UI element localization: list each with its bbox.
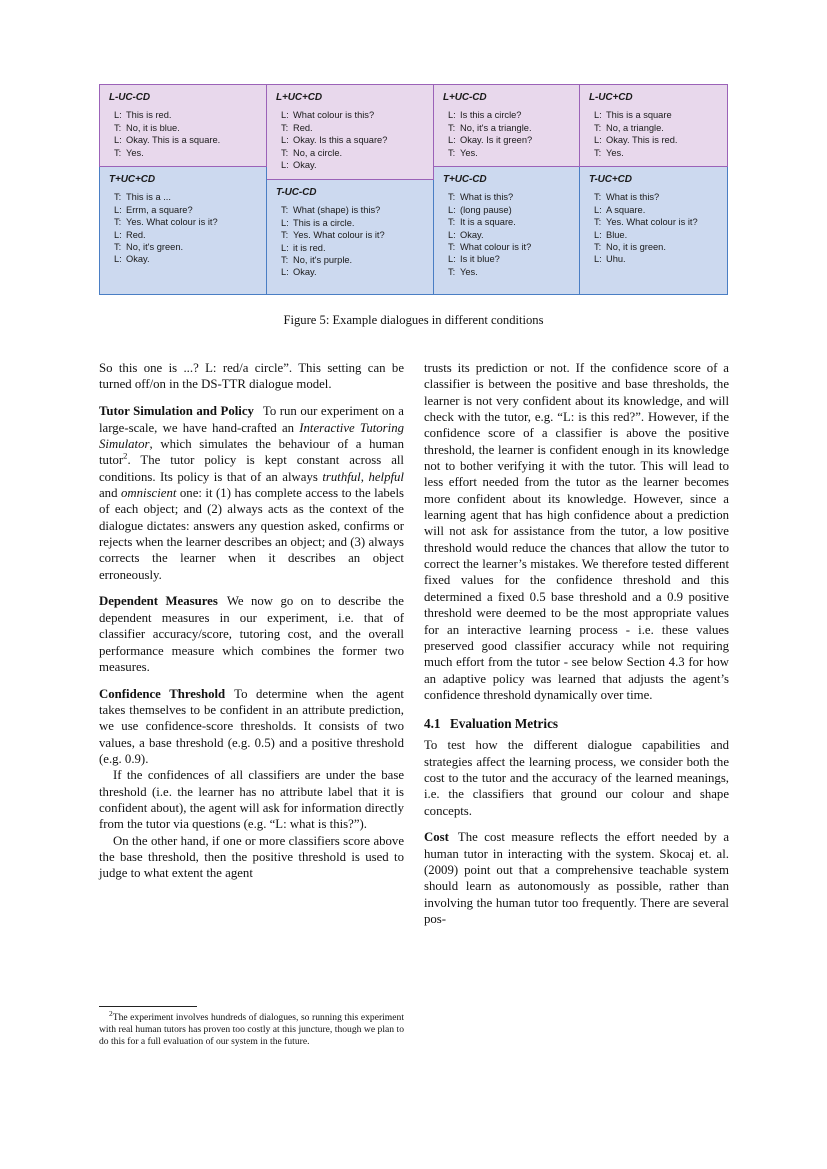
dialogue-turns bbox=[448, 109, 573, 159]
dialogue-turn bbox=[448, 122, 573, 134]
footnote-body: The experiment involves hundreds of dialogues, so running this experiment with real human tutors has proven too costly at this juncture, though we plan to do this for a full evaluation of our system in the future. bbox=[99, 1012, 404, 1048]
dialogue-turns bbox=[114, 191, 260, 265]
dialogue-cell-l-plus-uc-cd bbox=[434, 84, 580, 167]
turn-utterance: It is a square. bbox=[460, 217, 516, 228]
turn-utterance: Okay. This is a square. bbox=[126, 135, 221, 146]
turn-speaker: T: bbox=[114, 192, 122, 203]
turn-utterance: (long pause) bbox=[460, 204, 512, 215]
turn-speaker: L: bbox=[448, 254, 456, 265]
turn-utterance: What (shape) is this? bbox=[293, 205, 381, 216]
turn-speaker: T: bbox=[114, 122, 122, 133]
turn-utterance: Uhu. bbox=[606, 254, 626, 265]
turn-utterance: No, it is green. bbox=[606, 242, 666, 253]
turn-utterance: Yes. bbox=[126, 147, 144, 158]
turn-utterance: Errm, a square? bbox=[126, 204, 193, 215]
turn-utterance: it is red. bbox=[293, 242, 326, 253]
dialogue-turn bbox=[594, 134, 721, 146]
turn-utterance: Okay. bbox=[460, 229, 484, 240]
text-body: The cost measure reflects the effort needed by a human tutor in interacting with the system. Skocaj et. al. (2009) point out that a comprehensive teachable system should learn as autonomously as possible, rather than involving the human tutor too frequently. There are several pos- bbox=[424, 830, 729, 927]
dialogue-cell-t-plus-uc-cd bbox=[434, 167, 580, 295]
dialogue-turn bbox=[594, 147, 721, 159]
footnote-marker: 2 bbox=[123, 450, 128, 461]
turn-utterance: What is this? bbox=[460, 192, 514, 203]
text-fragment: and bbox=[99, 485, 121, 500]
dialogue-turn bbox=[448, 109, 573, 121]
dialogue-turns bbox=[594, 109, 721, 159]
turn-utterance: Yes. bbox=[606, 147, 624, 158]
dialogue-turn bbox=[114, 147, 260, 159]
dialogue-turn bbox=[594, 191, 721, 203]
turn-utterance: Okay. Is this a square? bbox=[293, 135, 388, 146]
dialogue-turn bbox=[114, 134, 260, 146]
turn-speaker: L: bbox=[114, 229, 122, 240]
text-fragment: . The tutor policy is kept constant across all conditions. Its policy is that of an always bbox=[99, 453, 404, 484]
dialogue-turn bbox=[114, 204, 260, 216]
footnote-block bbox=[99, 1006, 404, 1049]
dialogue-turn bbox=[281, 109, 427, 121]
dialogue-turn bbox=[114, 191, 260, 203]
footnote-number: 2 bbox=[109, 1008, 113, 1018]
dialogue-cell-t-uc-cd bbox=[267, 180, 434, 295]
dialogue-turn bbox=[114, 122, 260, 134]
dialogue-turns bbox=[114, 109, 260, 159]
cell-title: L+UC-CD bbox=[443, 92, 487, 103]
dialogue-turn bbox=[448, 191, 573, 203]
turn-speaker: L: bbox=[594, 229, 602, 240]
text-body: To determine when the agent takes themselves to be confident in an attribute prediction, we use confidence-score thresholds. It consists of two values, a base threshold (e.g. 0.5) and a positive threshold (e.g. 0.9). bbox=[99, 686, 404, 767]
turn-utterance: What is this? bbox=[606, 192, 660, 203]
turn-utterance: Okay. Is it green? bbox=[460, 135, 533, 146]
dialogue-turn bbox=[281, 122, 427, 134]
turn-speaker: L: bbox=[281, 135, 289, 146]
dialogue-conditions-table bbox=[99, 84, 728, 295]
dialogue-turn bbox=[448, 229, 573, 241]
text-fragment: one: it (1) has complete access to the labels of each object; and (2) always acts as the context of the dialogue dictates: answers any question asked, confirms or rejects when the learner describes an object; and (3) always corrects the learner when it describes an object erroneously. bbox=[99, 485, 404, 582]
turn-utterance: Is this a circle? bbox=[460, 110, 522, 121]
turn-speaker: L: bbox=[594, 254, 602, 265]
dialogue-turn bbox=[114, 109, 260, 121]
turn-speaker: L: bbox=[594, 135, 602, 146]
turn-speaker: T: bbox=[281, 205, 289, 216]
run-in-heading-dependent-measures: Dependent Measures bbox=[99, 594, 218, 609]
turn-utterance: A square. bbox=[606, 204, 646, 215]
dialogue-turn bbox=[448, 216, 573, 228]
turn-utterance: No, it is blue. bbox=[126, 122, 180, 133]
turn-utterance: Blue. bbox=[606, 229, 628, 240]
turn-speaker: L: bbox=[594, 110, 602, 121]
dialogue-turn bbox=[114, 253, 260, 265]
dialogue-turn bbox=[448, 147, 573, 159]
turn-speaker: T: bbox=[281, 122, 289, 133]
body-column-left bbox=[99, 360, 404, 882]
dialogue-turns bbox=[281, 204, 427, 278]
dialogue-turn bbox=[281, 242, 427, 254]
dialogue-turn bbox=[281, 204, 427, 216]
dialogue-turns bbox=[594, 191, 721, 265]
text-fragment: , bbox=[360, 469, 369, 484]
dialogue-turn bbox=[594, 241, 721, 253]
turn-utterance: This is a square bbox=[606, 110, 672, 121]
turn-utterance: Okay. bbox=[293, 267, 317, 278]
turn-speaker: L: bbox=[281, 217, 289, 228]
turn-utterance: No, a triangle. bbox=[606, 122, 664, 133]
paragraph-continuation: So this one is ...? L: red/a circle”. This setting can be turned off/on in the DS-TTR dialogue model. bbox=[99, 361, 404, 392]
turn-speaker: T: bbox=[594, 122, 602, 133]
turn-speaker: L: bbox=[448, 110, 456, 121]
dialogue-turn bbox=[594, 253, 721, 265]
dialogue-turn bbox=[448, 253, 573, 265]
turn-speaker: T: bbox=[594, 192, 602, 203]
run-in-heading-tutor-simulation: Tutor Simulation and Policy bbox=[99, 404, 254, 419]
turn-speaker: L: bbox=[281, 267, 289, 278]
section-number: 4.1 bbox=[424, 716, 441, 732]
dialogue-turn bbox=[594, 122, 721, 134]
cell-title: L-UC-CD bbox=[109, 92, 150, 103]
dialogue-turn bbox=[281, 217, 427, 229]
turn-utterance: What colour is it? bbox=[460, 242, 532, 253]
dialogue-turn bbox=[594, 109, 721, 121]
paragraph-cost bbox=[424, 829, 729, 927]
italic-term: omniscient bbox=[120, 485, 177, 500]
turn-speaker: T: bbox=[448, 217, 456, 228]
turn-speaker: T: bbox=[448, 192, 456, 203]
dialogue-cell-l-uc-plus-cd bbox=[580, 84, 728, 167]
cell-title: T+UC+CD bbox=[109, 174, 155, 186]
paragraph-trusts-prediction: trusts its prediction or not. If the confidence score of a classifier is between the positive and base thresholds, the learner is not very confident about its knowledge, and will check with the tutor, e.g. “L: is this red?”. However, if the confidence score of a classifier is above the positive threshold, the learner is confident enough in its knowledge not to bother verifying it with the tutor. This will lead to less effort needed from the tutor as the learner becomes more confident about its knowledge. However, since a learning agent that has high confidence about a prediction will not ask for assistance from the tutor, a low positive threshold would reduce the chances that allow the tutor to correct the learner’s mistakes. We therefore tested different fixed values for the confidence threshold and this determined a fixed 0.5 base threshold and a 0.9 positive threshold were deemed to be the most appropriate values for an interactive learning process - i.e. these values preserved good classifier accuracy while not requiring much effort from the tutor - see below Section 4.3 for how an adaptive policy was learned that adjusts the agent’s confidence threshold dynamically over time. bbox=[424, 361, 729, 702]
turn-utterance: This is a ... bbox=[126, 192, 171, 203]
dialogue-turns bbox=[448, 191, 573, 278]
dialogue-turn bbox=[594, 216, 721, 228]
italic-term: Interactive Tutoring Simulator bbox=[99, 420, 404, 451]
turn-speaker: L: bbox=[281, 160, 289, 171]
figure-column-3 bbox=[434, 84, 580, 295]
turn-utterance: Yes. What colour is it? bbox=[606, 217, 698, 228]
text-body: We now go on to describe the dependent measures in our experiment, i.e. that of classifier accuracy/score, tutoring cost, and the overall performance measure which combines the former two measures. bbox=[99, 594, 404, 674]
text-fragment: To run our experiment on a large-scale, we have hand-crafted an bbox=[99, 404, 404, 435]
dialogue-turn bbox=[448, 204, 573, 216]
paragraph-to-test: To test how the different dialogue capabilities and strategies affect the learning process, we consider both the cost to the tutor and the accuracy of the learned meanings, i.e. the classifiers that ground our colour and shape concepts. bbox=[424, 738, 729, 818]
figure-column-4 bbox=[580, 84, 728, 295]
turn-speaker: L: bbox=[448, 229, 456, 240]
figure-column-2 bbox=[267, 84, 434, 295]
turn-speaker: T: bbox=[448, 242, 456, 253]
turn-utterance: Okay. This is red. bbox=[606, 135, 678, 146]
cell-title: T+UC-CD bbox=[443, 174, 487, 186]
turn-speaker: L: bbox=[448, 204, 456, 215]
dialogue-cell-t-uc-plus-cd bbox=[580, 167, 728, 295]
cell-title: T-UC-CD bbox=[276, 187, 317, 198]
turn-speaker: L: bbox=[114, 135, 122, 146]
dialogue-turn bbox=[114, 229, 260, 241]
paragraph-above-base-threshold: On the other hand, if one or more classifiers score above the base threshold, then the positive threshold is used to judge to what extent the agent bbox=[99, 833, 404, 881]
turn-speaker: T: bbox=[114, 242, 122, 253]
turn-speaker: T: bbox=[448, 147, 456, 158]
turn-utterance: No, it's a triangle. bbox=[460, 122, 532, 133]
body-column-right bbox=[424, 360, 729, 928]
dialogue-cell-l-plus-uc-plus-cd bbox=[267, 84, 434, 180]
dialogue-turn bbox=[448, 266, 573, 278]
turn-speaker: T: bbox=[448, 122, 456, 133]
italic-term: helpful bbox=[368, 469, 404, 484]
footnote-rule bbox=[99, 1006, 197, 1007]
dialogue-turns bbox=[281, 109, 427, 171]
dialogue-turn bbox=[281, 266, 427, 278]
turn-speaker: T: bbox=[281, 230, 289, 241]
turn-utterance: What colour is this? bbox=[293, 110, 375, 121]
cell-title: L+UC+CD bbox=[276, 92, 322, 103]
turn-utterance: Red. bbox=[126, 229, 146, 240]
dialogue-turn bbox=[281, 147, 427, 159]
dialogue-turn bbox=[281, 229, 427, 241]
italic-term: truthful bbox=[322, 469, 361, 484]
paragraph-confidence-threshold bbox=[99, 686, 404, 768]
turn-speaker: L: bbox=[594, 204, 602, 215]
turn-utterance: Okay. bbox=[293, 160, 317, 171]
turn-utterance: No, a circle. bbox=[293, 147, 343, 158]
turn-speaker: L: bbox=[281, 110, 289, 121]
turn-speaker: L: bbox=[281, 242, 289, 253]
turn-speaker: T: bbox=[594, 217, 602, 228]
dialogue-turn bbox=[114, 241, 260, 253]
dialogue-cell-t-plus-uc-plus-cd bbox=[99, 167, 267, 295]
figure-column-1 bbox=[99, 84, 267, 295]
turn-utterance: Is it blue? bbox=[460, 254, 500, 265]
turn-utterance: Yes. What colour is it? bbox=[126, 217, 218, 228]
turn-speaker: T: bbox=[281, 255, 289, 266]
cell-title: T-UC+CD bbox=[589, 174, 632, 186]
turn-utterance: This is red. bbox=[126, 110, 172, 121]
run-in-heading-confidence-threshold: Confidence Threshold bbox=[99, 686, 226, 701]
turn-speaker: L: bbox=[114, 254, 122, 265]
turn-speaker: L: bbox=[114, 110, 122, 121]
figure-5 bbox=[99, 84, 728, 295]
paragraph-tutor-simulation bbox=[99, 403, 404, 583]
turn-speaker: L: bbox=[114, 204, 122, 215]
turn-speaker: T: bbox=[114, 217, 122, 228]
dialogue-turn bbox=[448, 241, 573, 253]
run-in-heading-cost: Cost bbox=[424, 830, 449, 845]
turn-speaker: T: bbox=[114, 147, 122, 158]
turn-utterance: Yes. What colour is it? bbox=[293, 230, 385, 241]
turn-utterance: Yes. bbox=[460, 266, 478, 277]
cell-title: L-UC+CD bbox=[589, 92, 633, 103]
section-heading-evaluation-metrics bbox=[424, 716, 729, 732]
turn-utterance: This is a circle. bbox=[293, 217, 355, 228]
dialogue-turn bbox=[281, 134, 427, 146]
turn-utterance: No, it's purple. bbox=[293, 255, 353, 266]
dialogue-turn bbox=[448, 134, 573, 146]
turn-speaker: T: bbox=[448, 266, 456, 277]
turn-speaker: L: bbox=[448, 135, 456, 146]
figure-caption: Figure 5: Example dialogues in different conditions bbox=[283, 313, 544, 327]
paragraph-under-base-threshold: If the confidences of all classifiers are under the base threshold (i.e. the learner has no attribute label that it is confident about), the agent will ask for information directly from the tutor via questions (e.g. “L: what is this?”). bbox=[99, 768, 404, 832]
turn-speaker: T: bbox=[594, 147, 602, 158]
dialogue-turn bbox=[594, 204, 721, 216]
dialogue-turn bbox=[114, 216, 260, 228]
turn-utterance: No, it's green. bbox=[126, 242, 184, 253]
footnote-text bbox=[99, 1008, 404, 1049]
turn-speaker: T: bbox=[594, 242, 602, 253]
turn-utterance: Okay. bbox=[126, 254, 150, 265]
turn-speaker: T: bbox=[281, 147, 289, 158]
dialogue-cell-l-uc-cd bbox=[99, 84, 267, 167]
text-fragment: , which simulates the behaviour of a human tutor bbox=[99, 436, 404, 468]
dialogue-turn bbox=[281, 159, 427, 171]
turn-utterance: Red. bbox=[293, 122, 313, 133]
dialogue-turn bbox=[594, 229, 721, 241]
paragraph-dependent-measures bbox=[99, 593, 404, 675]
turn-utterance: Yes. bbox=[460, 147, 478, 158]
section-title: Evaluation Metrics bbox=[450, 716, 559, 732]
dialogue-turn bbox=[281, 254, 427, 266]
